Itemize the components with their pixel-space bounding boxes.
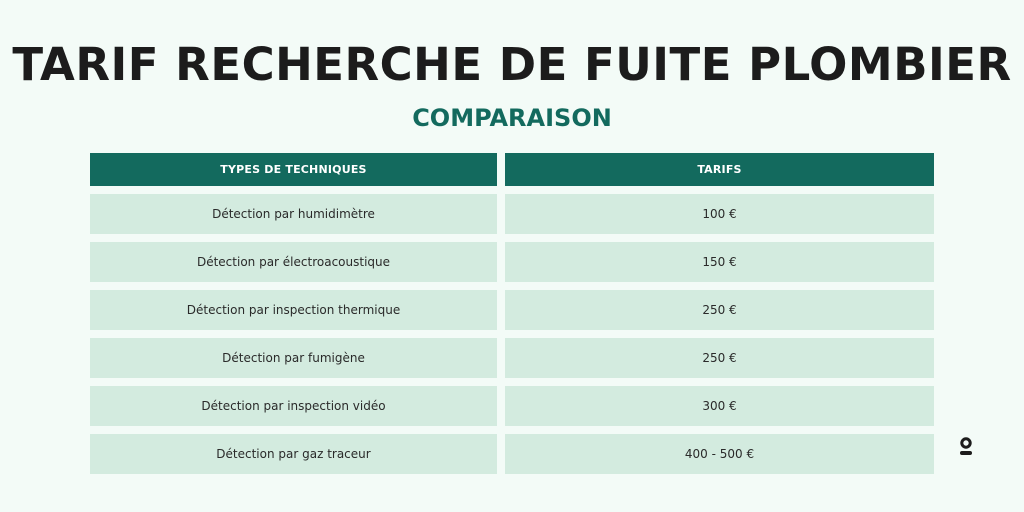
page-title: TARIF RECHERCHE DE FUITE PLOMBIER: [12, 38, 1012, 91]
technique-cell: Détection par inspection vidéo: [90, 386, 497, 426]
column-header-technique: TYPES DE TECHNIQUES: [90, 153, 497, 186]
tarif-cell: 400 - 500 €: [505, 434, 934, 474]
technique-cell: Détection par inspection thermique: [90, 290, 497, 330]
table-row: [90, 290, 934, 330]
technique-cell: Détection par électroacoustique: [90, 242, 497, 282]
tarif-cell: 250 €: [505, 338, 934, 378]
technique-cell: Détection par gaz traceur: [90, 434, 497, 474]
table-header-row: [90, 153, 934, 186]
page-subtitle: COMPARAISON: [412, 104, 612, 132]
table-row: [90, 338, 934, 378]
tarif-cell: 150 €: [505, 242, 934, 282]
tarif-cell: 100 €: [505, 194, 934, 234]
logo-icon: [958, 437, 974, 457]
table-row: [90, 386, 934, 426]
table-row: [90, 242, 934, 282]
column-header-tarif: TARIFS: [505, 153, 934, 186]
technique-cell: Détection par fumigène: [90, 338, 497, 378]
tarif-cell: 300 €: [505, 386, 934, 426]
pricing-table: [90, 153, 934, 482]
table-row: [90, 194, 934, 234]
tarif-cell: 250 €: [505, 290, 934, 330]
table-row: [90, 434, 934, 474]
technique-cell: Détection par humidimètre: [90, 194, 497, 234]
